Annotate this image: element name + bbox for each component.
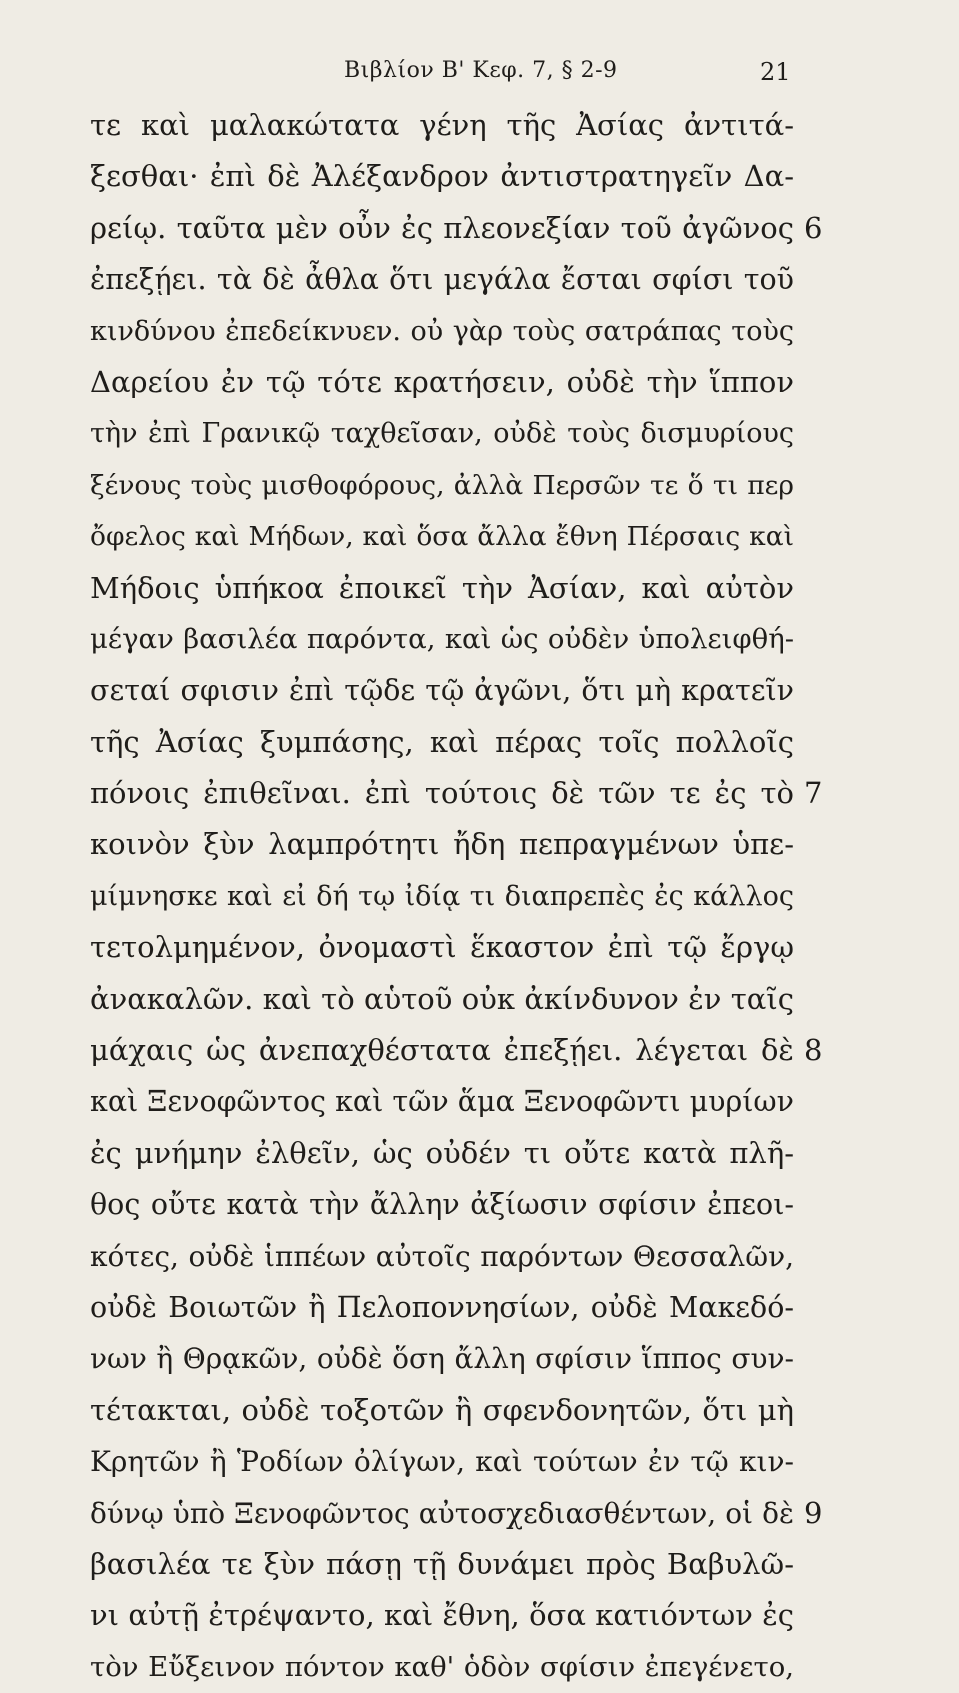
text-line: νων ἢ Θρᾳκῶν, οὐδὲ ὅση ἄλλη σφίσιν ἵππος συν-: [90, 1342, 794, 1376]
text-line: ξένους τοὺς μισθοφόρους, ἀλλὰ Περσῶν τε ὅ τι περ: [90, 469, 794, 501]
text-line: τετολμημένον, ὀνομαστὶ ἕκαστον ἐπὶ τῷ ἔργῳ: [90, 930, 794, 965]
text-line: Κρητῶν ἢ Ῥοδίων ὀλίγων, καὶ τούτων ἐν τῷ κιν-: [90, 1445, 794, 1479]
text-line: μάχαις ὡς ἀνεπαχθέστατα ἐπεξῄει. λέγεται δὲ: [90, 1033, 794, 1068]
text-line: καὶ Ξενοφῶντος καὶ τῶν ἅμα Ξενοφῶντι μυρίων: [90, 1085, 794, 1119]
text-line: τὴν ἐπὶ Γρανικῷ ταχθεῖσαν, οὐδὲ τοὺς δισμυρίους: [90, 418, 794, 450]
section-number: 8: [804, 1033, 823, 1068]
text-line: ρείῳ. ταῦτα μὲν οὖν ἐς πλεονεξίαν τοῦ ἀγῶνος: [90, 210, 794, 245]
text-line: ἐς μνήμην ἐλθεῖν, ὡς οὐδέν τι οὔτε κατὰ πλῆ-: [90, 1135, 794, 1170]
page-number: 21: [760, 58, 791, 86]
section-number: 7: [804, 776, 823, 811]
text-line: Μήδοις ὑπήκοα ἐποικεῖ τὴν Ἀσίαν, καὶ αὐτὸν: [90, 570, 794, 605]
text-line: θος οὔτε κατὰ τὴν ἄλλην ἀξίωσιν σφίσιν ἐπεοι-: [90, 1188, 794, 1222]
text-line: ξεσθαι· ἐπὶ δὲ Ἀλέξανδρον ἀντιστρατηγεῖν Δα-: [90, 159, 794, 194]
text-line: ἐπεξῄει. τὰ δὲ ἆθλα ὅτι μεγάλα ἔσται σφίσι τοῦ: [90, 263, 794, 297]
text-line: κοινὸν ξὺν λαμπρότητι ἤδη πεπραγμένων ὑπε-: [90, 827, 794, 862]
text-line: τὸν Εὔξεινον πόντον καθ' ὁδὸν σφίσιν ἐπεγένετο,: [90, 1650, 794, 1683]
body-text: [90, 100, 794, 1693]
text-line: νι αὐτῇ ἐτρέψαντο, καὶ ἔθνη, ὅσα κατιόντων ἐς: [90, 1598, 794, 1633]
text-line: πόνοις ἐπιθεῖναι. ἐπὶ τούτοις δὲ τῶν τε ἐς τὸ: [90, 776, 794, 811]
section-number: 9: [804, 1495, 823, 1530]
text-line: μέγαν βασιλέα παρόντα, καὶ ὡς οὐδὲν ὑπολειφθή-: [90, 622, 794, 655]
text-line: δύνῳ ὑπὸ Ξενοφῶντος αὐτοσχεδιασθέντων, οἱ δὲ: [90, 1496, 794, 1530]
text-line: βασιλέα τε ξὺν πάσῃ τῇ δυνάμει πρὸς Βαβυλῶ-: [90, 1546, 794, 1581]
running-head: [0, 58, 959, 92]
text-line: κότες, οὐδὲ ἱππέων αὐτοῖς παρόντων Θεσσαλῶν,: [90, 1239, 794, 1273]
running-head-title: Βιβλίον Β' Κεφ. 7, § 2-9: [344, 58, 618, 83]
text-line: τέτακται, οὐδὲ τοξοτῶν ἢ σφενδονητῶν, ὅτι μὴ: [90, 1392, 794, 1427]
section-number: 6: [804, 210, 823, 245]
text-line: μίμνησκε καὶ εἰ δή τῳ ἰδίᾳ τι διαπρεπὲς ἐς κάλλος: [90, 880, 794, 912]
text-line: οὐδὲ Βοιωτῶν ἢ Πελοποννησίων, οὐδὲ Μακεδό-: [90, 1290, 794, 1324]
text-line: τῆς Ἀσίας ξυμπάσης, καὶ πέρας τοῖς πολλοῖς: [90, 724, 794, 759]
text-line: σεταί σφισιν ἐπὶ τῷδε τῷ ἀγῶνι, ὅτι μὴ κρατεῖν: [90, 674, 794, 708]
text-line: Δαρείου ἐν τῷ τότε κρατήσειν, οὐδὲ τὴν ἵππον: [90, 364, 794, 399]
text-line: ἀνακαλῶν. καὶ τὸ αὑτοῦ οὐκ ἀκίνδυνον ἐν ταῖς: [90, 981, 794, 1016]
text-line: ὄφελος καὶ Μήδων, καὶ ὅσα ἄλλα ἔθνη Πέρσαις καὶ: [90, 521, 794, 553]
text-line: τε καὶ μαλακώτατα γένη τῆς Ἀσίας ἀντιτά-: [90, 108, 794, 142]
text-line: κινδύνου ἐπεδείκνυεν. οὐ γὰρ τοὺς σατράπας τοὺς: [90, 315, 794, 347]
